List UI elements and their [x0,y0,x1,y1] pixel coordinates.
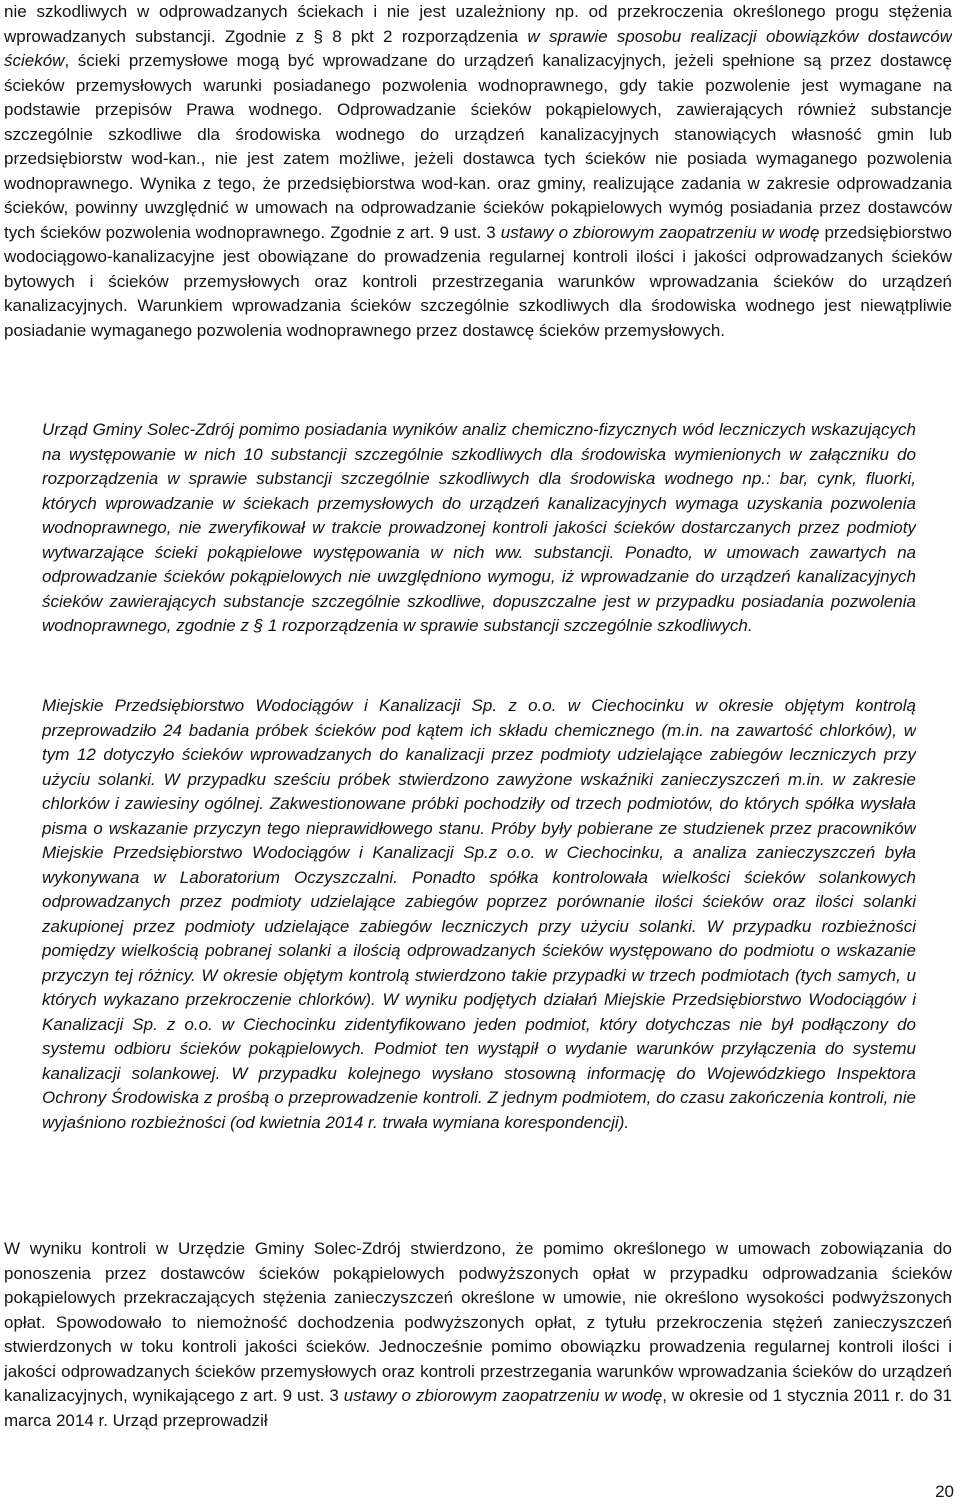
p4-seg-0: W wyniku kontroli w Urzędzie Gminy Solec-Zdrój stwierdzono, że pomimo określonego w umowach zobowiązania do ponoszenia przez dostawców ścieków pokąpielowych podwyższonych opłat w przypadku odprowadzania ścieków pokąpielowych przekraczających stężenia zanieczyszczeń określone w umowie, nie określono wysokości podwyższonych opłat. Spowodowało to niemożność dochodzenia podwyższonych opłat, z tytułu przekroczenia stężeń zanieczyszczeń stwierdzonych w toku kontroli jakości ścieków. Jednocześnie pomimo obowiązku prowadzenia regularnej kontroli ilości i jakości odprowadzanych ścieków przemysłowych oraz kontroli przestrzegania warunków wprowadzania ścieków do urządzeń kanalizacyjnych, wynikającego z art. 9 ust. 3 [4,1239,952,1405]
page-number: 20 [935,1482,954,1501]
p1-seg-4: przedsiębiorstwo wodociągowo-kanalizacyjne jest obowiązane do prowadzenia regularnej kontroli ilości i jakości odprowadzanych ścieków bytowych i ścieków przemysłowych oraz kontroli przestrzegania warunków wprowadzania ścieków do urządzeń kanalizacyjnych. Warunkiem wprowadzania ścieków szczególnie szkodliwych dla środowiska wodnego jest niewątpliwie posiadanie wymaganego pozwolenia wodnoprawnego przez dostawcę ścieków przemysłowych. [4,222,952,340]
p1-seg-2: , ścieki przemysłowe mogą być wprowadzane do urządzeń kanalizacyjnych, jeżeli spełnione są przez dostawcę ścieków przemysłowych warunki posiadanego pozwolenia wodnoprawnego, gdy takie pozwolenie jest wymagane na podstawie przepisów Prawa wodnego. Odprowadzanie ścieków pokąpielowych, zawierających również substancje szczególnie szkodliwe dla środowiska wodnego do urządzeń kanalizacyjnych stanowiących własność gmin lub przedsiębiorstw wod-kan., nie jest zatem możliwe, jeżeli dostawca tych ścieków nie posiada wymaganego pozwolenia wodnoprawnego. Wynika z tego, że przedsiębiorstwa wod-kan. oraz gminy, realizujące zadania w zakresie odprowadzania ścieków, powinny uwzględnić w umowach na odprowadzanie ścieków pokąpielowych wymóg posiadania przez dostawców tych ścieków pozwolenia wodnoprawnego. Zgodnie z art. 9 ust. 3 [4,51,952,242]
p1-seg-3: ustawy o zbiorowym zaopatrzeniu w wodę [500,222,820,242]
indented-finding-paragraph-2: Miejskie Przedsiębiorstwo Wodociągów i Kanalizacji Sp. z o.o. w Ciechocinku w okresie objętym kontrolą przeprowadziło 24 badania próbek ścieków pod kątem ich składu chemicznego (m.in. na zawartość chlorków), w tym 12 dotyczyło ścieków wprowadzanych do kanalizacji przez podmioty udzielające zabiegów leczniczych przy użyciu solanki. W przypadku sześciu próbek stwierdzono zawyżone wskaźniki zanieczyszczeń m.in. w zakresie chlorków i zawiesiny ogólnej. Zakwestionowane próbki pochodziły od trzech podmiotów, do których spółka wysłała pisma o wskazanie przyczyn tego nieprawidłowego stanu. Próby były pobierane ze studzienek przez pracowników Miejskie Przedsiębiorstwo Wodociągów i Kanalizacji Sp.z o.o. w Ciechocinku, a analiza zanieczyszczeń była wykonywana w Laboratorium Oczyszczalni. Ponadto spółka kontrolowała wielkości ścieków solankowych odprowadzanych przez podmioty udzielające zabiegów poprzez porównanie ilości ścieków oraz ilości solanki zakupionej przez podmioty udzielające zabiegów leczniczych przy użyciu solanki. W przypadku rozbieżności pomiędzy wielkością pobranej solanki a ilością odprowadzanych ścieków występowano do podmiotu o wskazanie przyczyn tej różnicy. W okresie objętym kontrolą stwierdzono takie przypadki w trzech podmiotach (tych samych, u których wykazano przekroczenie chlorków). W wyniku podjętych działań Miejskie Przedsiębiorstwo Wodociągów i Kanalizacji Sp. z o.o. w Ciechocinku zidentyfikowano jeden podmiot, który dotychczas nie był podłączony do systemu odbioru ścieków pokąpielowych. Podmiot ten wystąpił o wydanie warunków przyłączenia do systemu kanalizacji solankowej. W przypadku kolejnego wysłano stosowną informację do Wojewódzkiego Inspektora Ochrony Środowiska z prośbą o przeprowadzenie kontroli. Z jednym podmiotem, do czasu zakończenia kontroli, nie wyjaśniono rozbieżności (od kwietnia 2014 r. trwała wymiana korespondencji). [42,696,916,1132]
body-paragraph-1 [4,0,952,384]
p4-seg-2: , w okresie od 1 stycznia 2011 r. do 31 marca 2014 r. Urząd przeprowadził [4,1386,952,1430]
p4-seg-1: ustawy o zbiorowym zaopatrzeniu w wodę [343,1386,663,1405]
p1-seg-0: nie szkodliwych w odprowadzanych ściekach i nie jest uzależniony np. od przekroczenia określonego progu stężenia wprowadzanych substancji. Zgodnie z § 8 pkt 2 rozporządzenia [4,2,952,46]
p1-seg-1: w sprawie sposobu realizacji obowiązków dostawców ścieków [4,26,952,70]
indented-finding-paragraph-1: Urząd Gminy Solec-Zdrój pomimo posiadania wyników analiz chemiczno-fizycznych wód leczniczych wskazujących na występowanie w nich 10 substancji szczególnie szkodliwych dla środowiska wymienionych w załączniku do rozporządzenia w sprawie substancji szczególnie szkodliwych dla środowiska wodnego np.: bar, cynk, fluorki, których wprowadzanie w ściekach przemysłowych do urządzeń kanalizacyjnych wymaga uzyskania pozwolenia wodnoprawnego, nie zweryfikował w trakcie prowadzonej kontroli jakości ścieków dostarczanych przez podmioty wytwarzające ścieki pokąpielowe występowania w nich ww. substancji. Ponadto, w umowach zawartych na odprowadzanie ścieków pokąpielowych nie uwzględniono wymogu, iż wprowadzanie do urządzeń kanalizacyjnych ścieków zawierających substancje szczególnie szkodliwe, dopuszczalne jest w przypadku posiadania pozwolenia wodnoprawnego, zgodnie z § 1 rozporządzenia w sprawie substancji szczególnie szkodliwych. [42,420,916,635]
body-paragraph-2 [4,1237,952,1447]
